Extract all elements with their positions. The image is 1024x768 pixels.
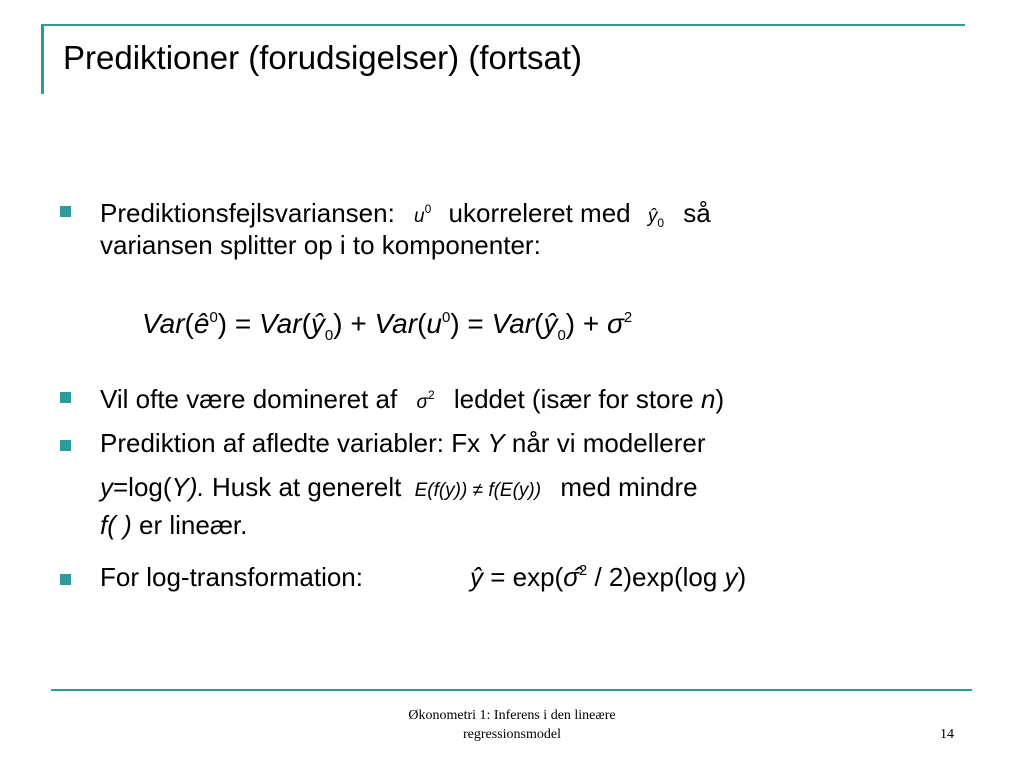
top-accent-line bbox=[41, 24, 965, 26]
math-f: f( ) bbox=[100, 510, 132, 540]
math-jensen-inequality: E(f(y)) ≠ f(E(y)) bbox=[414, 480, 542, 501]
eq-plus: + bbox=[342, 308, 375, 339]
bullet-marker bbox=[60, 392, 71, 403]
eq-sigma: σ bbox=[607, 308, 624, 339]
eq-paren: ) bbox=[450, 308, 460, 339]
eq-u: u bbox=[426, 308, 442, 339]
footer-text bbox=[340, 706, 684, 744]
bullet-1-line-2: variansen splitter op i to komponenter: bbox=[100, 230, 541, 260]
footer-divider bbox=[51, 689, 972, 691]
bullet-marker bbox=[60, 206, 71, 217]
eq-paren: ( bbox=[301, 308, 311, 339]
bullet-3-line-1 bbox=[100, 427, 706, 459]
math-n: n bbox=[700, 384, 716, 414]
slide-title: Prediktioner (forudsigelser) (fortsat) bbox=[63, 39, 583, 76]
eq-paren: ( bbox=[534, 308, 544, 339]
math-yhat: ŷ bbox=[647, 206, 658, 227]
log-transform-formula bbox=[470, 555, 746, 593]
eq-yhat-sub: 0 bbox=[557, 327, 566, 344]
math-sigma2 bbox=[416, 388, 435, 413]
bullet-2-text-b: leddet (især for store bbox=[453, 384, 694, 414]
bullet-4-text: For log-transformation: bbox=[100, 562, 363, 592]
formula-sigmahat: σ̂ bbox=[563, 562, 579, 592]
formula-yhat: ŷ bbox=[470, 562, 483, 592]
math-y: y bbox=[100, 472, 113, 502]
bullet-3-tail: når vi modellerer bbox=[511, 428, 706, 458]
bullet-3-line-3 bbox=[100, 509, 247, 541]
page-number: 14 bbox=[940, 727, 954, 742]
eq-yhat-sub: 0 bbox=[324, 327, 334, 344]
math-Y: Y bbox=[487, 428, 505, 458]
eq-var-4: Var bbox=[491, 308, 535, 339]
math-sigma: σ bbox=[416, 392, 428, 413]
eq-var-1: Var bbox=[142, 308, 185, 339]
bullet-1-text-a: Prediktionsfejlsvariansen: bbox=[100, 198, 395, 228]
eq-equals: = bbox=[459, 308, 492, 339]
eq-plus: + bbox=[575, 308, 608, 339]
bullet-3-linear: er lineær. bbox=[139, 510, 248, 540]
eq-equals: = bbox=[227, 308, 260, 339]
eq-u-sup: 0 bbox=[441, 309, 451, 326]
bullet-3-text: Prediktion af afledte variabler: Fx bbox=[100, 428, 481, 458]
math-Y-close: Y). bbox=[171, 472, 205, 502]
eq-paren: ) bbox=[565, 308, 576, 339]
math-u0 bbox=[414, 202, 432, 227]
formula-sup: 2 bbox=[578, 562, 588, 579]
eq-yhat: ŷ bbox=[310, 308, 325, 339]
math-u: u bbox=[414, 206, 425, 227]
eq-var-2: Var bbox=[259, 308, 302, 339]
bullet-2-text-c: ) bbox=[715, 384, 725, 414]
formula-y: y bbox=[724, 562, 738, 592]
eq-paren: ( bbox=[417, 308, 427, 339]
math-u-sup: 0 bbox=[424, 202, 432, 216]
variance-equation bbox=[142, 300, 632, 354]
eq-ehat: ê bbox=[193, 308, 210, 339]
bullet-3-log: =log( bbox=[113, 472, 172, 502]
bullet-1-text-c: så bbox=[683, 198, 711, 228]
eq-yhat: ŷ bbox=[543, 308, 558, 339]
footer-line-1: Økonometri 1: Inferens i den lineære bbox=[408, 708, 616, 723]
eq-paren: ) bbox=[217, 308, 228, 339]
bullet-2-text-a: Vil ofte være domineret af bbox=[100, 384, 398, 414]
bullet-marker bbox=[60, 440, 71, 451]
eq-ehat-sup: 0 bbox=[209, 309, 218, 326]
math-sigma-sup: 2 bbox=[427, 388, 435, 402]
eq-paren: ) bbox=[333, 308, 343, 339]
footer-line-2: regressionsmodel bbox=[463, 727, 561, 742]
left-accent-line bbox=[41, 24, 44, 94]
eq-sigma-sup: 2 bbox=[623, 309, 633, 326]
bullet-1-text-b: ukorreleret med bbox=[448, 198, 631, 228]
bullet-3-med-mindre: med mindre bbox=[560, 472, 698, 502]
bullet-3-line-2 bbox=[100, 471, 698, 507]
bullet-3-husk: Husk at generelt bbox=[212, 472, 402, 502]
math-yhat-sub: 0 bbox=[657, 216, 665, 230]
formula-mid: / 2)exp(log bbox=[587, 562, 725, 592]
eq-var-3: Var bbox=[374, 308, 418, 339]
math-yhat0 bbox=[647, 206, 665, 230]
bullet-2-line bbox=[100, 379, 724, 419]
eq-paren: ( bbox=[184, 308, 194, 339]
formula-exp: = exp( bbox=[483, 562, 564, 592]
bullet-marker bbox=[60, 574, 71, 585]
formula-close: ) bbox=[737, 562, 747, 592]
